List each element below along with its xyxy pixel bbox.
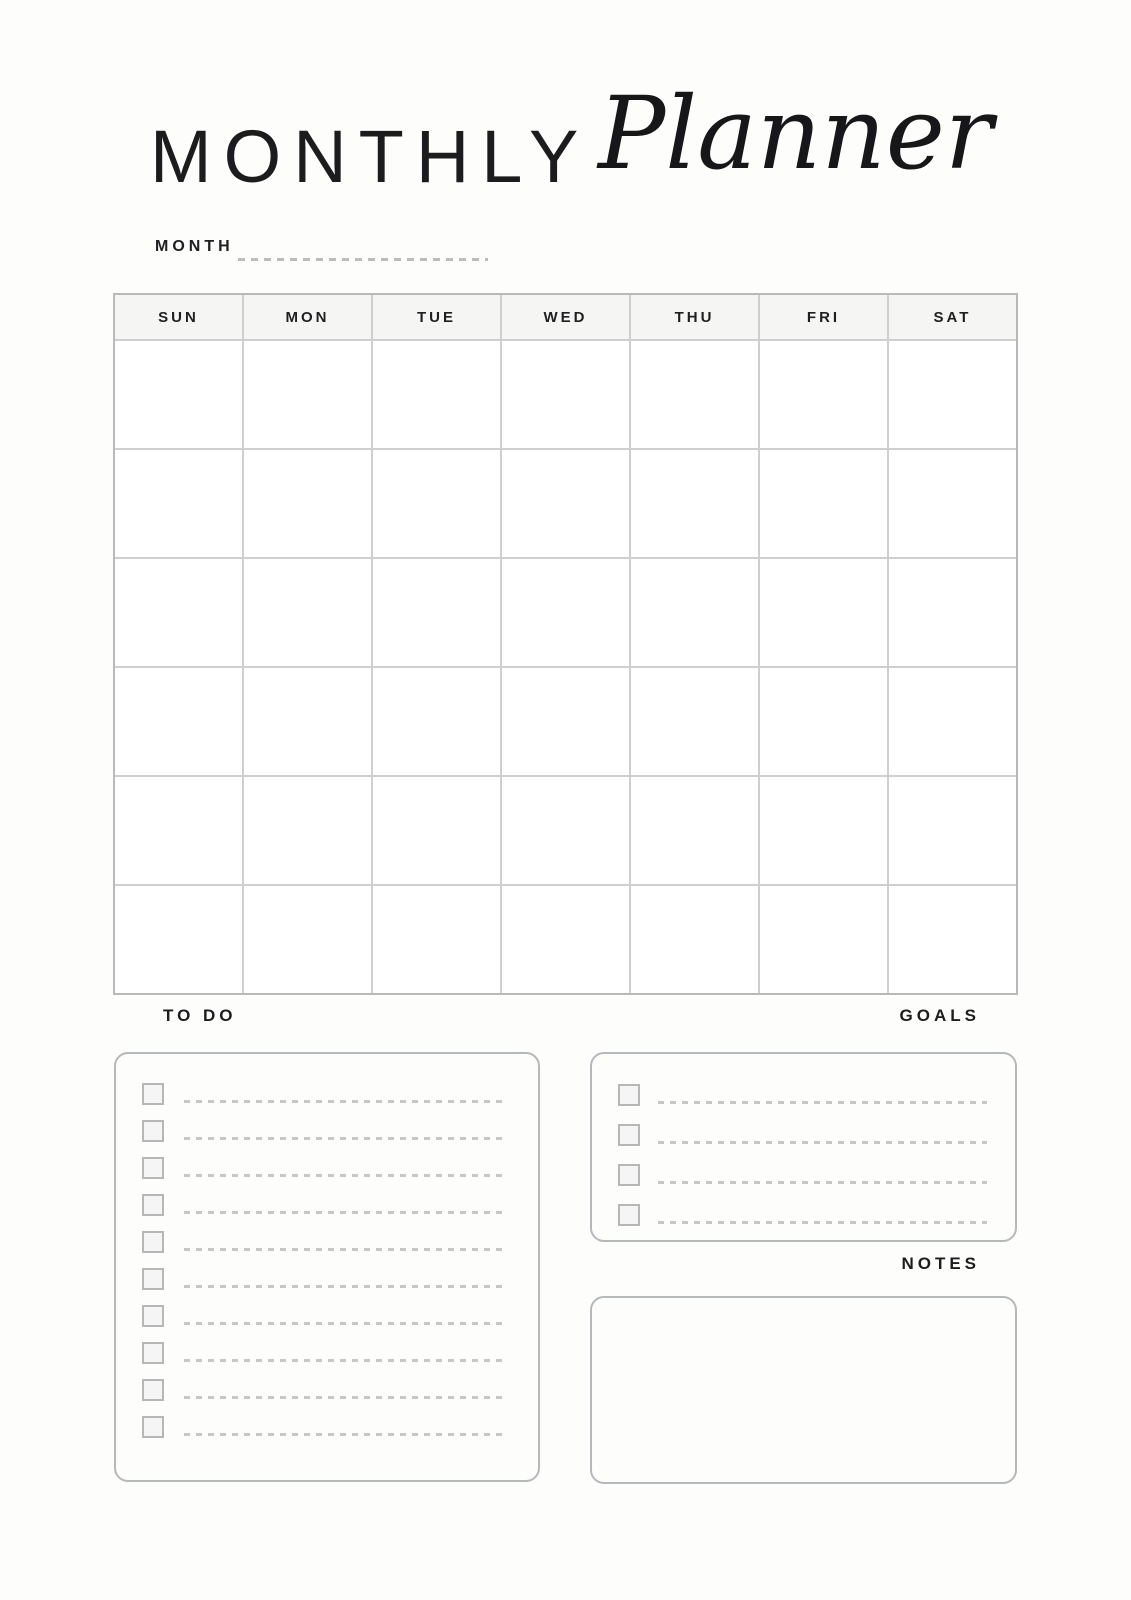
month-label: MONTH (155, 238, 234, 255)
goals-box (590, 1052, 1017, 1242)
calendar-cell[interactable] (373, 668, 500, 775)
calendar-cell[interactable] (502, 668, 629, 775)
calendar-cell[interactable] (502, 450, 629, 557)
todo-item-row (116, 1327, 538, 1364)
day-header: SUN (115, 295, 242, 339)
calendar-cell[interactable] (115, 341, 242, 448)
calendar-cell[interactable] (760, 668, 887, 775)
calendar-cell[interactable] (889, 668, 1016, 775)
calendar-cell[interactable] (889, 777, 1016, 884)
calendar-cell[interactable] (502, 559, 629, 666)
calendar-cell[interactable] (244, 777, 371, 884)
todo-fill-line[interactable] (184, 1359, 506, 1362)
calendar-cell[interactable] (631, 777, 758, 884)
day-header: SAT (889, 295, 1016, 339)
calendar-cell[interactable] (502, 341, 629, 448)
goal-checkbox-icon[interactable] (618, 1164, 640, 1186)
calendar-cell[interactable] (115, 777, 242, 884)
calendar-cell[interactable] (760, 886, 887, 993)
calendar-cell[interactable] (631, 341, 758, 448)
todo-fill-line[interactable] (184, 1322, 506, 1325)
calendar-cell[interactable] (760, 777, 887, 884)
todo-fill-line[interactable] (184, 1248, 506, 1251)
todo-item-row (116, 1253, 538, 1290)
notes-box[interactable] (590, 1296, 1017, 1484)
calendar-cell[interactable] (631, 668, 758, 775)
goal-item-row (592, 1106, 1015, 1146)
notes-heading: NOTES (901, 1254, 980, 1273)
calendar-header-row (115, 295, 1016, 339)
calendar-body (115, 341, 1016, 993)
calendar-cell[interactable] (373, 559, 500, 666)
goal-item-row (592, 1066, 1015, 1106)
month-row (155, 238, 234, 256)
calendar-cell[interactable] (502, 886, 629, 993)
goal-item-row (592, 1146, 1015, 1186)
todo-box (114, 1052, 540, 1482)
calendar-cell[interactable] (373, 450, 500, 557)
todo-item-row (116, 1401, 538, 1438)
calendar-cell[interactable] (115, 559, 242, 666)
calendar-cell[interactable] (373, 777, 500, 884)
calendar-cell[interactable] (244, 668, 371, 775)
goal-fill-line[interactable] (658, 1101, 987, 1104)
calendar-cell[interactable] (115, 668, 242, 775)
day-header: MON (244, 295, 371, 339)
todo-checkbox-icon[interactable] (142, 1120, 164, 1142)
todo-fill-line[interactable] (184, 1211, 506, 1214)
todo-item-row (116, 1216, 538, 1253)
goal-checkbox-icon[interactable] (618, 1124, 640, 1146)
calendar-cell[interactable] (115, 886, 242, 993)
calendar-cell[interactable] (889, 341, 1016, 448)
calendar-cell[interactable] (631, 559, 758, 666)
todo-fill-line[interactable] (184, 1285, 506, 1288)
goal-checkbox-icon[interactable] (618, 1084, 640, 1106)
goals-heading: GOALS (899, 1006, 980, 1025)
calendar-cell[interactable] (760, 450, 887, 557)
page-title-main: MONTHLY (150, 115, 591, 198)
calendar-cell[interactable] (373, 886, 500, 993)
todo-checkbox-icon[interactable] (142, 1231, 164, 1253)
page-title-script: Planner (598, 75, 993, 192)
calendar-cell[interactable] (631, 450, 758, 557)
todo-heading: TO DO (163, 1006, 237, 1025)
todo-item-row (116, 1290, 538, 1327)
goal-fill-line[interactable] (658, 1141, 987, 1144)
todo-item-row (116, 1364, 538, 1401)
goal-item-row (592, 1186, 1015, 1226)
todo-checkbox-icon[interactable] (142, 1379, 164, 1401)
day-header: FRI (760, 295, 887, 339)
goal-fill-line[interactable] (658, 1221, 987, 1224)
calendar-cell[interactable] (244, 559, 371, 666)
todo-checkbox-icon[interactable] (142, 1194, 164, 1216)
calendar-cell[interactable] (889, 559, 1016, 666)
todo-item-row (116, 1105, 538, 1142)
todo-item-row (116, 1142, 538, 1179)
todo-checkbox-icon[interactable] (142, 1157, 164, 1179)
goal-checkbox-icon[interactable] (618, 1204, 640, 1226)
todo-checkbox-icon[interactable] (142, 1268, 164, 1290)
calendar-cell[interactable] (502, 777, 629, 884)
month-input[interactable] (240, 232, 486, 258)
todo-checkbox-icon[interactable] (142, 1083, 164, 1105)
todo-fill-line[interactable] (184, 1433, 506, 1436)
calendar-grid (113, 293, 1018, 995)
day-header: TUE (373, 295, 500, 339)
calendar-cell[interactable] (244, 450, 371, 557)
todo-fill-line[interactable] (184, 1137, 506, 1140)
calendar-cell[interactable] (760, 559, 887, 666)
goal-fill-line[interactable] (658, 1181, 987, 1184)
calendar-cell[interactable] (760, 341, 887, 448)
todo-checkbox-icon[interactable] (142, 1416, 164, 1438)
todo-fill-line[interactable] (184, 1396, 506, 1399)
calendar-cell[interactable] (889, 450, 1016, 557)
todo-checkbox-icon[interactable] (142, 1342, 164, 1364)
calendar-cell[interactable] (631, 886, 758, 993)
calendar-cell[interactable] (244, 341, 371, 448)
todo-checkbox-icon[interactable] (142, 1305, 164, 1327)
todo-item-row (116, 1179, 538, 1216)
day-header: THU (631, 295, 758, 339)
calendar-cell[interactable] (115, 450, 242, 557)
calendar-cell[interactable] (373, 341, 500, 448)
todo-fill-line[interactable] (184, 1174, 506, 1177)
todo-item-row (116, 1068, 538, 1105)
calendar-cell[interactable] (244, 886, 371, 993)
month-fill-line[interactable] (238, 258, 488, 261)
day-header: WED (502, 295, 629, 339)
calendar-cell[interactable] (889, 886, 1016, 993)
todo-fill-line[interactable] (184, 1100, 506, 1103)
